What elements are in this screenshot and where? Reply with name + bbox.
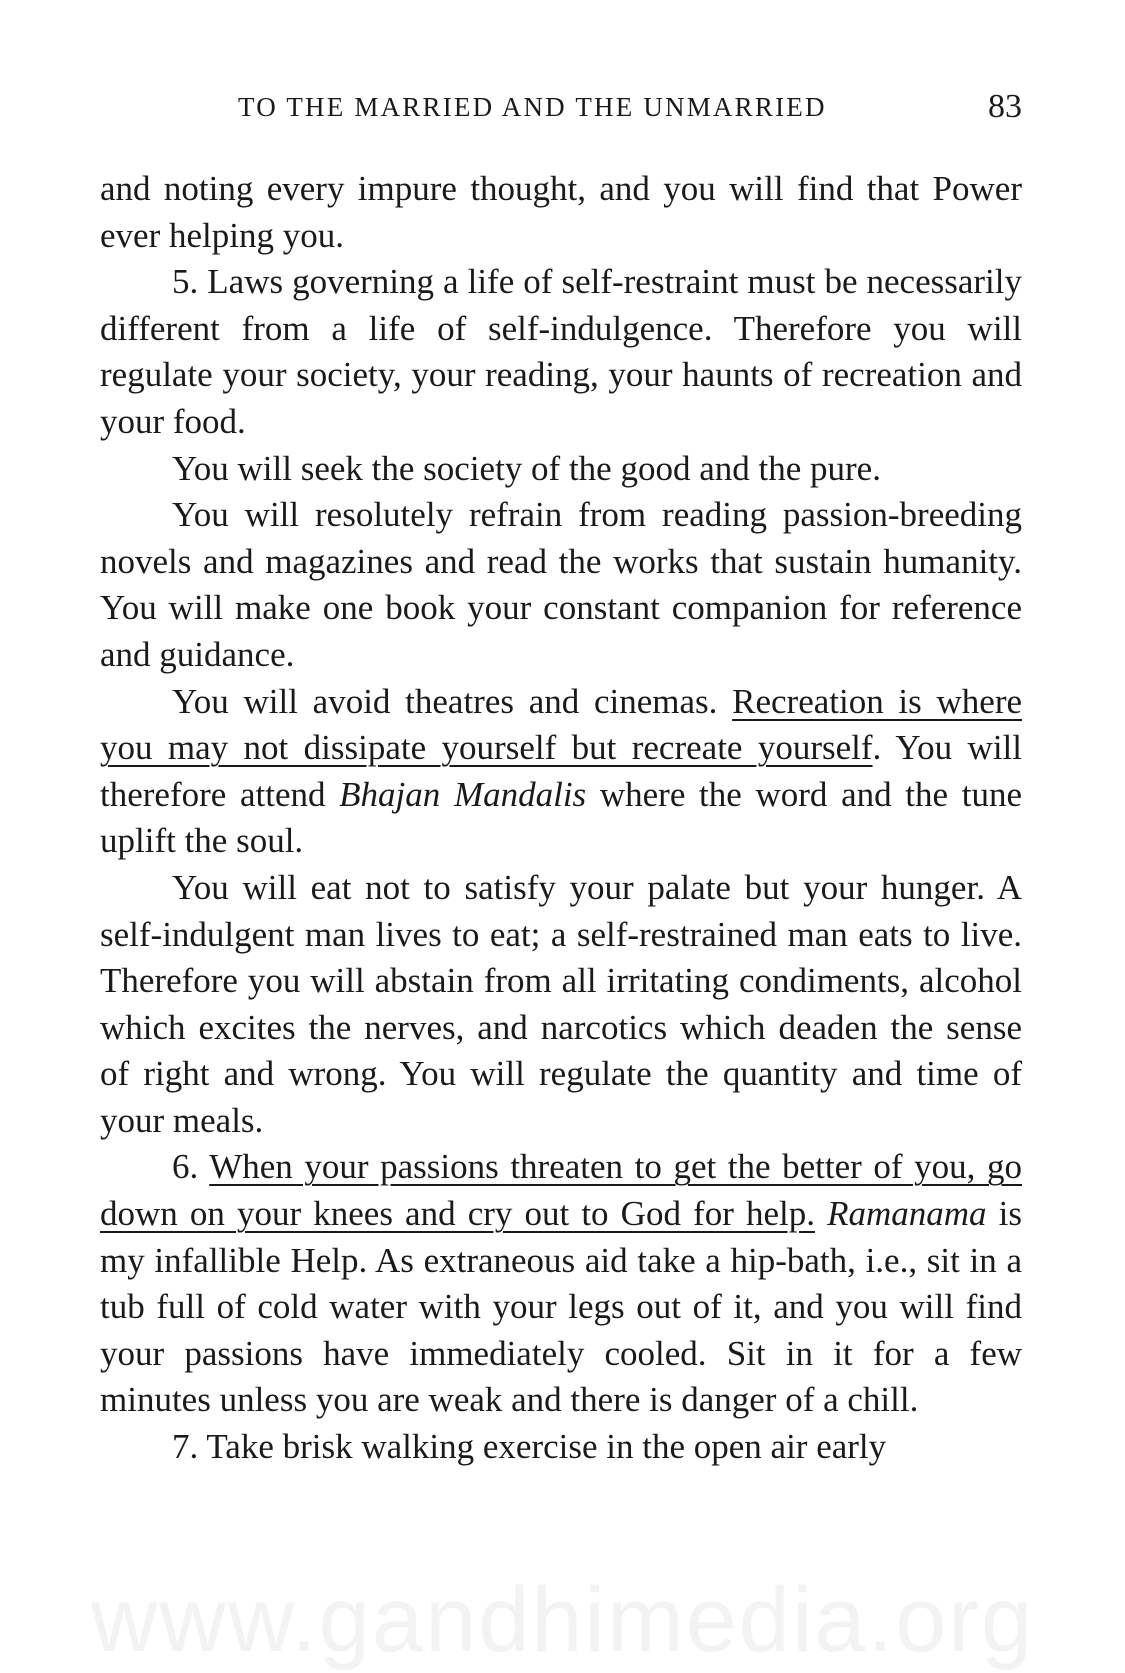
paragraph-reading: You will resolutely refrain from reading passion-breeding novels and magazines and read the works that sustain humanity. You will make one book your constant companion for reference and guidance.	[100, 495, 1022, 674]
rule-6-number: 6.	[172, 1147, 210, 1187]
recreation-intro: You will avoid theatres and cinemas.	[172, 681, 733, 721]
page-number: 83	[988, 88, 1022, 125]
italic-bhajan-mandalis: Bhajan Mandalis	[339, 774, 587, 814]
paragraph-rule-7: 7. Take brisk walking exercise in the open air early	[172, 1427, 887, 1467]
underlined-prayer: When your passions threaten to get the better of you, go down on your knees and cry out to God for help.	[100, 1147, 1023, 1234]
recreation-mid: . You will therefore attend	[100, 728, 1023, 814]
italic-ramanama: Ramanama	[827, 1194, 987, 1234]
paragraph-society: You will seek the society of the good and the pure.	[172, 448, 881, 488]
rule-6-rest: is my infallible Help. As extraneous aid take a hip-bath, i.e., sit in a tub full of cold water with your legs out of it, and you will find your passions have immediately cooled. Sit in it for a few minutes unless you are weak and there is danger of a chill.	[100, 1194, 1022, 1420]
paragraph-recreation	[100, 679, 1022, 865]
recreation-end: where the word and the tune uplift the soul.	[100, 774, 1023, 861]
paragraph-rule-6	[100, 1144, 1022, 1424]
underlined-recreation: Recreation is where you may not dissipate yourself but recreate yourself	[100, 681, 1023, 768]
paragraph-continuation: and noting every impure thought, and you will find that Power ever helping you.	[100, 169, 1022, 255]
watermark: www.gandhimedia.org	[90, 1569, 1035, 1671]
body-text	[100, 166, 1022, 1471]
running-head: TO THE MARRIED AND THE UNMARRIED	[238, 92, 827, 122]
paragraph-rule-5: 5. Laws governing a life of self-restraint must be necessarily different from a life of self-indulgence. Therefore you will regulate your society, your reading, your haunts of recreation and your food.	[100, 262, 1022, 441]
rule-6-space	[815, 1194, 827, 1233]
paragraph-food: You will eat not to satisfy your palate but your hunger. A self-indulgent man lives to eat; a self-restrained man eats to live. Therefore you will abstain from all irritating condiments, alcohol which excites the nerves, and narcotics which deaden the sense of right and wrong. You will regulate the quantity and time of your meals.	[100, 867, 1022, 1140]
